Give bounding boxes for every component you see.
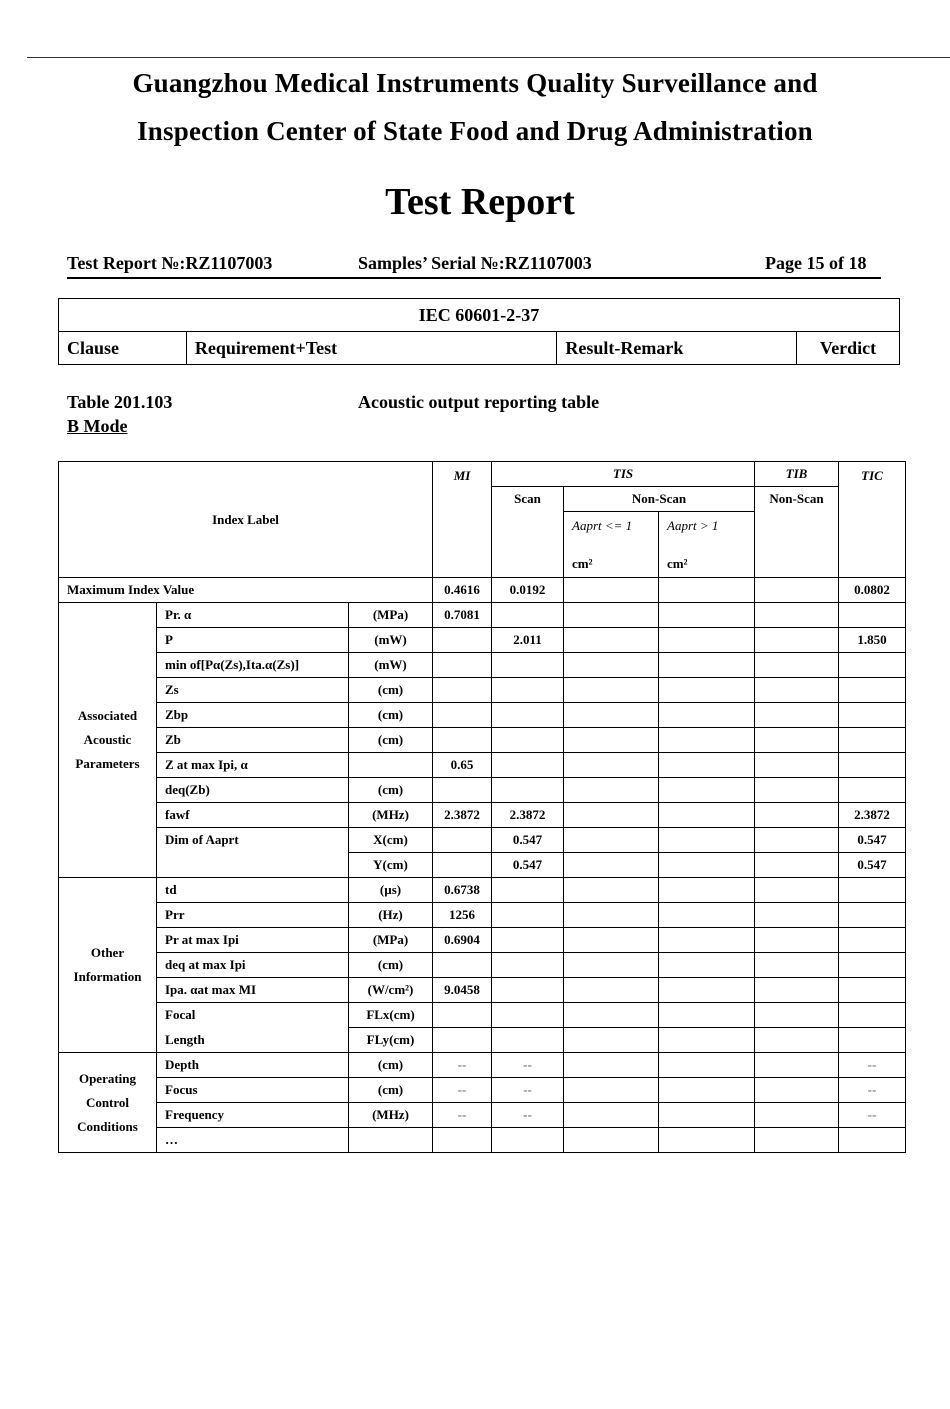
parameter-unit: (MHz) — [349, 1103, 433, 1128]
organization-name-line-2: Inspection Center of State Food and Drug Administration — [137, 116, 813, 146]
value-cell-le1 — [564, 1103, 659, 1128]
value-cell-gt1 — [659, 703, 755, 728]
value-cell-scan — [492, 878, 564, 903]
value-cell-tib — [755, 678, 839, 703]
value-cell-gt1 — [659, 1053, 755, 1078]
value-cell-tic — [839, 653, 906, 678]
max-index-row — [59, 578, 906, 603]
max-index-label: Maximum Index Value — [59, 578, 433, 603]
value-cell-mi: 0.6904 — [433, 928, 492, 953]
empty-cell — [755, 1028, 839, 1053]
empty-cell — [564, 1028, 659, 1053]
value-cell-le1 — [564, 828, 659, 853]
parameter-name: Zb — [157, 728, 349, 753]
value-cell-scan: 0.547 — [492, 828, 564, 853]
non-scan-header: Non-Scan — [564, 487, 755, 512]
table-row — [59, 1003, 906, 1028]
value-cell-tic — [839, 1128, 906, 1153]
mode-label: B Mode — [67, 416, 128, 436]
parameter-name: Prr — [157, 903, 349, 928]
value-cell-le1 — [564, 703, 659, 728]
parameter-unit: (cm) — [349, 953, 433, 978]
value-cell-mi: 0.7081 — [433, 603, 492, 628]
value-cell-le1 — [564, 853, 659, 878]
value-cell-tic: 2.3872 — [839, 803, 906, 828]
value-cell-le1 — [564, 603, 659, 628]
aaprt-le-1-header: Aaprt <= 1 cm² — [564, 512, 659, 578]
parameter-name: Z at max Ipi, α — [157, 753, 349, 778]
page-number: Page 15 of 18 — [765, 253, 867, 273]
column-clause: Clause — [59, 332, 187, 365]
value-cell-mi — [433, 703, 492, 728]
parameter-name: fawf — [157, 803, 349, 828]
value-cell-gt1 — [659, 1103, 755, 1128]
empty-cell — [659, 1028, 755, 1053]
parameter-name: deq at max Ipi — [157, 953, 349, 978]
table-row — [59, 928, 906, 953]
organization-name-line-1: Guangzhou Medical Instruments Quality Surveillance and — [132, 68, 818, 98]
parameter-name: Frequency — [157, 1103, 349, 1128]
parameter-name: Zs — [157, 678, 349, 703]
value-cell-tib — [755, 953, 839, 978]
aaprt-gt-1-header: Aaprt > 1 cm² — [659, 512, 755, 578]
index-label-header: Index Label — [59, 462, 433, 578]
empty-cell — [839, 1028, 906, 1053]
table-row — [59, 728, 906, 753]
value-cell-le1 — [564, 953, 659, 978]
value-cell-mi: 1256 — [433, 903, 492, 928]
value-cell-le1 — [564, 878, 659, 903]
value-cell-scan — [492, 678, 564, 703]
table-row — [59, 1078, 906, 1103]
value-cell-le1 — [564, 628, 659, 653]
value-cell-mi: 9.0458 — [433, 978, 492, 1003]
parameter-unit: (W/cm²) — [349, 978, 433, 1003]
value-cell-scan — [492, 603, 564, 628]
parameter-unit: (cm) — [349, 778, 433, 803]
parameter-unit: (Hz) — [349, 903, 433, 928]
value-cell-scan — [492, 953, 564, 978]
table-row — [59, 1103, 906, 1128]
focal-length-unit: FLy(cm) — [349, 1028, 433, 1053]
parameter-unit: (µs) — [349, 878, 433, 903]
value-cell-mi: 0.6738 — [433, 878, 492, 903]
parameter-unit: (MPa) — [349, 928, 433, 953]
value-cell-le1 — [564, 903, 659, 928]
value-cell-le1 — [564, 928, 659, 953]
parameter-unit: (mW) — [349, 628, 433, 653]
value-cell-tic — [839, 878, 906, 903]
parameter-unit: (cm) — [349, 728, 433, 753]
parameter-unit: (cm) — [349, 678, 433, 703]
value-cell-gt1 — [659, 1128, 755, 1153]
value-cell-mi — [433, 778, 492, 803]
empty-cell — [659, 1003, 755, 1028]
parameter-name: Pr at max Ipi — [157, 928, 349, 953]
table-row — [59, 978, 906, 1003]
value-cell-gt1 — [659, 953, 755, 978]
standard-header-table — [58, 298, 900, 365]
max-index-mi: 0.4616 — [433, 578, 492, 603]
table-title: Acoustic output reporting table — [358, 392, 600, 412]
value-cell-tib — [755, 1128, 839, 1153]
header-rule — [67, 277, 881, 279]
value-cell-scan: 0.547 — [492, 853, 564, 878]
tib-header: TIB — [755, 462, 839, 487]
value-cell-tib — [755, 878, 839, 903]
parameter-name: Ipa. αat max MI — [157, 978, 349, 1003]
tib-non-scan-header: Non-Scan — [755, 487, 839, 578]
value-cell-gt1 — [659, 753, 755, 778]
parameter-name: Zbp — [157, 703, 349, 728]
top-rule — [27, 57, 950, 58]
tic-header: TIC — [839, 462, 906, 578]
value-cell-scan — [492, 728, 564, 753]
value-cell-tib — [755, 703, 839, 728]
value-cell-scan — [492, 1128, 564, 1153]
value-cell-tic — [839, 953, 906, 978]
max-index-tib — [755, 578, 839, 603]
value-cell-scan — [492, 903, 564, 928]
tis-header: TIS — [492, 462, 755, 487]
value-cell-mi: 0.65 — [433, 753, 492, 778]
column-verdict: Verdict — [797, 332, 900, 365]
value-cell-scan — [492, 778, 564, 803]
focal-length-unit: FLx(cm) — [349, 1003, 433, 1028]
empty-cell — [433, 1003, 492, 1028]
table-row — [59, 803, 906, 828]
empty-cell — [839, 1003, 906, 1028]
table-row — [59, 1128, 906, 1153]
parameter-name: … — [157, 1128, 349, 1153]
value-cell-mi — [433, 1128, 492, 1153]
value-cell-mi: -- — [433, 1053, 492, 1078]
parameter-unit: (MPa) — [349, 603, 433, 628]
value-cell-le1 — [564, 728, 659, 753]
empty-cell — [755, 1003, 839, 1028]
value-cell-le1 — [564, 803, 659, 828]
value-cell-mi — [433, 653, 492, 678]
value-cell-tic — [839, 778, 906, 803]
value-cell-mi — [433, 728, 492, 753]
value-cell-tic: -- — [839, 1078, 906, 1103]
document-title: Test Report — [385, 181, 575, 223]
value-cell-gt1 — [659, 853, 755, 878]
value-cell-gt1 — [659, 803, 755, 828]
group-other-information: Other Information — [59, 878, 157, 1053]
parameter-unit — [349, 1128, 433, 1153]
value-cell-tic — [839, 678, 906, 703]
value-cell-tib — [755, 1103, 839, 1128]
value-cell-tic — [839, 703, 906, 728]
value-cell-le1 — [564, 1128, 659, 1153]
value-cell-le1 — [564, 678, 659, 703]
value-cell-le1 — [564, 1053, 659, 1078]
value-cell-gt1 — [659, 603, 755, 628]
table-row — [59, 1028, 906, 1053]
parameter-name: Focus — [157, 1078, 349, 1103]
value-cell-mi — [433, 953, 492, 978]
value-cell-scan: -- — [492, 1078, 564, 1103]
table-row — [59, 778, 906, 803]
value-cell-scan: 2.3872 — [492, 803, 564, 828]
samples-serial-number: Samples’ Serial №:RZ1107003 — [358, 253, 592, 273]
acoustic-output-table — [58, 461, 906, 1153]
value-cell-gt1 — [659, 778, 755, 803]
table-row — [59, 678, 906, 703]
table-row — [59, 628, 906, 653]
table-row — [59, 1053, 906, 1078]
table-row — [59, 878, 906, 903]
value-cell-tib — [755, 653, 839, 678]
value-cell-scan — [492, 703, 564, 728]
value-cell-tib — [755, 853, 839, 878]
table-row — [59, 903, 906, 928]
value-cell-mi: -- — [433, 1103, 492, 1128]
value-cell-scan — [492, 753, 564, 778]
parameter-unit: (mW) — [349, 653, 433, 678]
value-cell-tic: 0.547 — [839, 853, 906, 878]
value-cell-le1 — [564, 1078, 659, 1103]
value-cell-le1 — [564, 753, 659, 778]
parameter-unit: (cm) — [349, 1053, 433, 1078]
value-cell-tib — [755, 803, 839, 828]
table-row — [59, 953, 906, 978]
value-cell-tic — [839, 978, 906, 1003]
focal-length-label: Focal — [157, 1003, 349, 1028]
value-cell-tic — [839, 753, 906, 778]
value-cell-le1 — [564, 778, 659, 803]
value-cell-tic: -- — [839, 1053, 906, 1078]
value-cell-tib — [755, 753, 839, 778]
value-cell-mi — [433, 853, 492, 878]
value-cell-scan: 2.011 — [492, 628, 564, 653]
parameter-unit: (cm) — [349, 1078, 433, 1103]
empty-cell — [492, 1003, 564, 1028]
max-index-tic: 0.0802 — [839, 578, 906, 603]
value-cell-tic: 1.850 — [839, 628, 906, 653]
value-cell-gt1 — [659, 653, 755, 678]
value-cell-gt1 — [659, 978, 755, 1003]
value-cell-tib — [755, 1053, 839, 1078]
dim-aaprt-unit: Y(cm) — [349, 853, 433, 878]
value-cell-le1 — [564, 978, 659, 1003]
empty-cell — [564, 1003, 659, 1028]
parameter-name: td — [157, 878, 349, 903]
column-result-remark: Result-Remark — [557, 332, 797, 365]
parameter-name: Depth — [157, 1053, 349, 1078]
dim-aaprt-label: Dim of Aaprt — [157, 828, 349, 878]
standard-name: IEC 60601-2-37 — [59, 299, 900, 332]
value-cell-gt1 — [659, 728, 755, 753]
empty-cell — [433, 1028, 492, 1053]
value-cell-gt1 — [659, 1078, 755, 1103]
column-requirement-test: Requirement+Test — [186, 332, 557, 365]
parameter-name: Pr. α — [157, 603, 349, 628]
parameter-name: min of[Pα(Zs),Ita.α(Zs)] — [157, 653, 349, 678]
value-cell-tic — [839, 728, 906, 753]
value-cell-tib — [755, 728, 839, 753]
value-cell-tib — [755, 603, 839, 628]
value-cell-scan: -- — [492, 1103, 564, 1128]
value-cell-gt1 — [659, 928, 755, 953]
table-row — [59, 828, 906, 853]
max-index-aaprt-gt-1 — [659, 578, 755, 603]
value-cell-gt1 — [659, 903, 755, 928]
max-index-scan: 0.0192 — [492, 578, 564, 603]
scan-header: Scan — [492, 487, 564, 578]
value-cell-mi: 2.3872 — [433, 803, 492, 828]
table-row — [59, 703, 906, 728]
value-cell-gt1 — [659, 628, 755, 653]
value-cell-gt1 — [659, 828, 755, 853]
table-row — [59, 603, 906, 628]
table-row — [59, 653, 906, 678]
value-cell-tib — [755, 903, 839, 928]
max-index-aaprt-le-1 — [564, 578, 659, 603]
value-cell-le1 — [564, 653, 659, 678]
value-cell-tib — [755, 978, 839, 1003]
value-cell-tib — [755, 828, 839, 853]
value-cell-tic: -- — [839, 1103, 906, 1128]
value-cell-mi: -- — [433, 1078, 492, 1103]
value-cell-mi — [433, 628, 492, 653]
parameter-name: P — [157, 628, 349, 653]
table-number: Table 201.103 — [67, 392, 173, 412]
dim-aaprt-unit: X(cm) — [349, 828, 433, 853]
parameter-unit: (cm) — [349, 703, 433, 728]
group-operating-control-conditions: Operating Control Conditions — [59, 1053, 157, 1153]
value-cell-tib — [755, 778, 839, 803]
value-cell-tic — [839, 928, 906, 953]
value-cell-tib — [755, 1078, 839, 1103]
mi-header: MI — [433, 462, 492, 578]
value-cell-tic — [839, 903, 906, 928]
value-cell-tib — [755, 928, 839, 953]
value-cell-tic: 0.547 — [839, 828, 906, 853]
value-cell-scan — [492, 653, 564, 678]
value-cell-mi — [433, 828, 492, 853]
parameter-unit — [349, 753, 433, 778]
table-row — [59, 753, 906, 778]
value-cell-tic — [839, 603, 906, 628]
parameter-unit: (MHz) — [349, 803, 433, 828]
value-cell-scan — [492, 928, 564, 953]
value-cell-gt1 — [659, 878, 755, 903]
empty-cell — [492, 1028, 564, 1053]
value-cell-mi — [433, 678, 492, 703]
parameter-name: deq(Zb) — [157, 778, 349, 803]
value-cell-tib — [755, 628, 839, 653]
value-cell-scan: -- — [492, 1053, 564, 1078]
value-cell-gt1 — [659, 678, 755, 703]
report-number: Test Report №:RZ1107003 — [67, 253, 273, 273]
value-cell-scan — [492, 978, 564, 1003]
group-associated-acoustic-parameters: Associated Acoustic Parameters — [59, 603, 157, 878]
focal-length-label: Length — [157, 1028, 349, 1053]
